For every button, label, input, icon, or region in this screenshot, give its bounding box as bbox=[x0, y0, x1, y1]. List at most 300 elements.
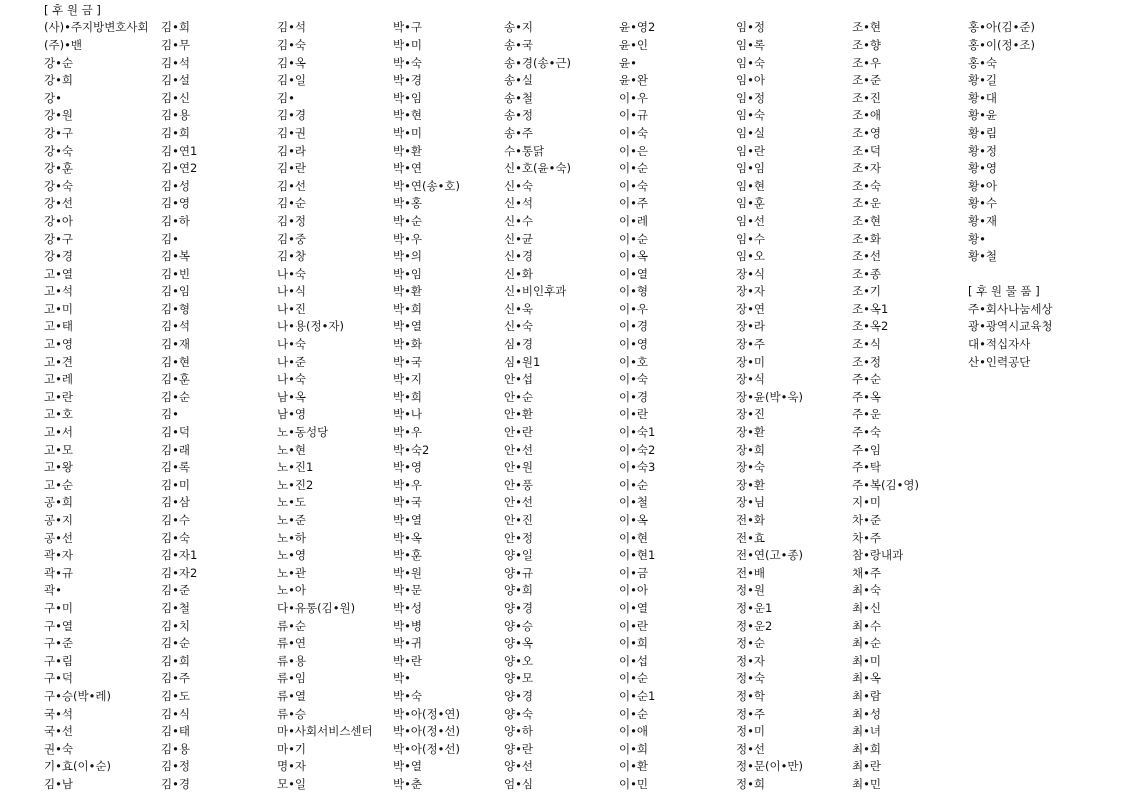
donor-name: 이•애 bbox=[619, 724, 649, 739]
donor-name: 전•효 bbox=[736, 530, 766, 545]
donor-name: 장•님 bbox=[736, 495, 766, 510]
donor-name: 조•덕 bbox=[852, 143, 882, 158]
donor-name: 박•희 bbox=[393, 389, 423, 404]
donor-name: 조•애 bbox=[852, 108, 882, 123]
donor-name: 윤• bbox=[619, 55, 637, 70]
donor-name: 박•임 bbox=[393, 266, 423, 281]
donor-name: 공•선 bbox=[44, 530, 74, 545]
donor-name: 이•열 bbox=[619, 266, 649, 281]
donor-name: 박•환 bbox=[393, 284, 423, 299]
donor-name: 양•하 bbox=[504, 724, 534, 739]
donor-name: 김•석 bbox=[277, 20, 307, 35]
donor-name: 김•복 bbox=[161, 249, 191, 264]
donor-name: 김•용 bbox=[161, 108, 191, 123]
donor-name: 이•우 bbox=[619, 301, 649, 316]
donor-name: 조•운 bbox=[852, 196, 882, 211]
donor-name: 임•현 bbox=[736, 178, 766, 193]
donor-name: 나•식 bbox=[277, 284, 307, 299]
donor-name: 황•림 bbox=[968, 125, 998, 140]
donor-name: 김•수 bbox=[161, 513, 191, 528]
donor-name: 박•성 bbox=[393, 600, 423, 615]
donor-name: 구•준 bbox=[44, 636, 74, 651]
donor-name: 김• bbox=[161, 231, 179, 246]
donor-name: 구•열 bbox=[44, 618, 74, 633]
donor-name: 홍•아(김•준) bbox=[968, 20, 1035, 35]
donor-name: 김• bbox=[277, 90, 295, 105]
donor-name: 송•경(송•근) bbox=[504, 55, 571, 70]
donor-name: 김•순 bbox=[277, 196, 307, 211]
donor-name: 남•옥 bbox=[277, 389, 307, 404]
donor-column-5 bbox=[504, 19, 571, 793]
donor-name: 김•주 bbox=[161, 671, 191, 686]
donor-name: 강• bbox=[44, 90, 62, 105]
donor-name: 임•란 bbox=[736, 143, 766, 158]
donor-name: 고•견 bbox=[44, 354, 74, 369]
donor-name: 이•숙 bbox=[619, 178, 649, 193]
donor-name: 노•준 bbox=[277, 513, 307, 528]
donor-column-4 bbox=[393, 19, 460, 793]
donor-name: 임•실 bbox=[736, 125, 766, 140]
donor-name: 고•석 bbox=[44, 284, 74, 299]
donor-name: 이•금 bbox=[619, 565, 649, 580]
donor-name: 이•규 bbox=[619, 108, 649, 123]
donor-name: 최•람 bbox=[852, 688, 882, 703]
donor-name: 김•정 bbox=[277, 213, 307, 228]
donor-name: 김•하 bbox=[161, 213, 191, 228]
donor-name: 이•희 bbox=[619, 741, 649, 756]
donor-column-3 bbox=[277, 19, 373, 793]
donor-name: 조•기 bbox=[852, 284, 882, 299]
donor-name: 송•정 bbox=[504, 108, 534, 123]
donor-name: 조•진 bbox=[852, 90, 882, 105]
donor-name: 조•옥1 bbox=[852, 301, 889, 316]
donor-name: 명•자 bbox=[277, 759, 307, 774]
donor-name: 김•희 bbox=[161, 125, 191, 140]
donor-name: 김•재 bbox=[161, 337, 191, 352]
donor-name: 박•열 bbox=[393, 319, 423, 334]
donor-name: 송•주 bbox=[504, 125, 534, 140]
donor-name: 박•임 bbox=[393, 90, 423, 105]
donor-name: 정•운2 bbox=[736, 618, 773, 633]
donor-name: 박•아(정•연) bbox=[393, 706, 460, 721]
donor-name: 안•원 bbox=[504, 460, 534, 475]
donor-name: 임•정 bbox=[736, 20, 766, 35]
donor-name: 정•숙 bbox=[736, 671, 766, 686]
donor-name: 이•환 bbox=[619, 759, 649, 774]
donor-name: 안•환 bbox=[504, 407, 534, 422]
donor-name: 황•길 bbox=[968, 73, 998, 88]
donor-name: 주•임 bbox=[852, 442, 882, 457]
donor-name: 김•창 bbox=[277, 249, 307, 264]
donor-name: 김•권 bbox=[277, 125, 307, 140]
donor-name: 임•선 bbox=[736, 213, 766, 228]
donor-name: 국•선 bbox=[44, 724, 74, 739]
donor-name: 참•랑내과 bbox=[852, 548, 904, 563]
donor-name: 류•승 bbox=[277, 706, 307, 721]
donor-name: 공•희 bbox=[44, 495, 74, 510]
donor-name: 최•숙 bbox=[852, 583, 882, 598]
donor-name: 조•선 bbox=[852, 249, 882, 264]
donor-name: 이•순 bbox=[619, 706, 649, 721]
donor-name: 노•아 bbox=[277, 583, 307, 598]
donor-name: 조•옥2 bbox=[852, 319, 889, 334]
donor-name: 장•라 bbox=[736, 319, 766, 334]
donor-name: 조•현 bbox=[852, 20, 882, 35]
donor-name: 이•영 bbox=[619, 337, 649, 352]
donor-name: 박•구 bbox=[393, 20, 423, 35]
donor-name: 양•일 bbox=[504, 548, 534, 563]
donor-name: 곽• bbox=[44, 583, 62, 598]
donor-name: 김•연2 bbox=[161, 161, 198, 176]
donor-name: 정•자 bbox=[736, 653, 766, 668]
donor-name: 황•윤 bbox=[968, 108, 998, 123]
donor-name: 김•래 bbox=[161, 442, 191, 457]
donor-name: 노•진2 bbox=[277, 477, 314, 492]
donor-name: 신•경 bbox=[504, 249, 534, 264]
donor-name: 나•숙 bbox=[277, 337, 307, 352]
donor-name: (사)•주지방변호사회 bbox=[44, 20, 149, 35]
donor-name: 신•욱 bbox=[504, 301, 534, 316]
donor-name: 엄•심 bbox=[504, 776, 534, 791]
donor-name: 김•록 bbox=[161, 460, 191, 475]
donor-name: 이•순 bbox=[619, 161, 649, 176]
donor-name: 이•아 bbox=[619, 583, 649, 598]
donor-column-8 bbox=[852, 19, 919, 793]
donor-name: 송•실 bbox=[504, 73, 534, 88]
donor-name: 김•선 bbox=[277, 178, 307, 193]
donor-name: 최•미 bbox=[852, 653, 882, 668]
donor-name: 장•윤(박•욱) bbox=[736, 389, 803, 404]
donor-name: 김•식 bbox=[161, 706, 191, 721]
donor-name: 최•녀 bbox=[852, 724, 882, 739]
donor-column-9 bbox=[968, 19, 1053, 371]
donor-name: 전•화 bbox=[736, 513, 766, 528]
donor-name: 임•정 bbox=[736, 90, 766, 105]
donor-name: 노•현 bbox=[277, 442, 307, 457]
donor-name: 고•왕 bbox=[44, 460, 74, 475]
donor-name: 박•열 bbox=[393, 759, 423, 774]
donor-name: 기•효(이•순) bbox=[44, 759, 111, 774]
donor-name: 나•진 bbox=[277, 301, 307, 316]
donor-name: 김•순 bbox=[161, 389, 191, 404]
donor-name: 심•경 bbox=[504, 337, 534, 352]
blank-row bbox=[968, 266, 1053, 284]
donor-name: 양•선 bbox=[504, 759, 534, 774]
donor-name: 송•국 bbox=[504, 37, 534, 52]
donor-name: 정•선 bbox=[736, 741, 766, 756]
donor-name: 양•옥 bbox=[504, 636, 534, 651]
donor-name: 고•미 bbox=[44, 301, 74, 316]
donor-name: 장•희 bbox=[736, 442, 766, 457]
donor-name: 채•주 bbox=[852, 565, 882, 580]
donor-name: 김•성 bbox=[161, 178, 191, 193]
donor-name: 주•숙 bbox=[852, 425, 882, 440]
donor-name: 양•숙 bbox=[504, 706, 534, 721]
donor-name: 김•자1 bbox=[161, 548, 198, 563]
donor-name: 고•순 bbox=[44, 477, 74, 492]
donor-name: 류•열 bbox=[277, 688, 307, 703]
donor-name: 김•용 bbox=[161, 741, 191, 756]
donor-name: 나•숙 bbox=[277, 266, 307, 281]
donor-name: 김•신 bbox=[161, 90, 191, 105]
donor-name: 박•연(송•호) bbox=[393, 178, 460, 193]
donor-name: 안•섭 bbox=[504, 372, 534, 387]
donor-name: 이•숙 bbox=[619, 372, 649, 387]
donor-name: 박•열 bbox=[393, 513, 423, 528]
donor-name: (주)•밴 bbox=[44, 37, 82, 52]
donor-name: 모•일 bbox=[277, 776, 307, 791]
donor-name: 조•숙 bbox=[852, 178, 882, 193]
donor-name: 조•화 bbox=[852, 231, 882, 246]
donor-name: 정•미 bbox=[736, 724, 766, 739]
donor-name: 김•숙 bbox=[277, 37, 307, 52]
donor-name: 주•옥 bbox=[852, 389, 882, 404]
donor-name: 조•식 bbox=[852, 337, 882, 352]
donor-name: 양•희 bbox=[504, 583, 534, 598]
donor-name: 장•환 bbox=[736, 477, 766, 492]
donor-name: 임•훈 bbox=[736, 196, 766, 211]
donor-name: 고•서 bbox=[44, 425, 74, 440]
donor-name: 김•삼 bbox=[161, 495, 191, 510]
donor-name: 임•숙 bbox=[736, 55, 766, 70]
donor-name: 김•란 bbox=[277, 161, 307, 176]
donor-name: 김•일 bbox=[277, 73, 307, 88]
donor-name: 박•나 bbox=[393, 407, 423, 422]
donor-name: 구•림 bbox=[44, 653, 74, 668]
donor-name: 조•우 bbox=[852, 55, 882, 70]
donor-name: 김•미 bbox=[161, 477, 191, 492]
donor-name: 이•레 bbox=[619, 213, 649, 228]
donor-name: 이•철 bbox=[619, 495, 649, 510]
donor-name: 조•자 bbox=[852, 161, 882, 176]
donor-name: 박•문 bbox=[393, 583, 423, 598]
donor-name: 박•현 bbox=[393, 108, 423, 123]
donor-name: 박•란 bbox=[393, 653, 423, 668]
donor-name: 강•구 bbox=[44, 231, 74, 246]
donor-name: 류•연 bbox=[277, 636, 307, 651]
donor-name: 다•유통(김•원) bbox=[277, 600, 356, 615]
donor-name: 이•현1 bbox=[619, 548, 656, 563]
donor-name: 윤•인 bbox=[619, 37, 649, 52]
donor-name: 김•옥 bbox=[277, 55, 307, 70]
donor-name: 이•숙2 bbox=[619, 442, 656, 457]
donor-name: 강•원 bbox=[44, 108, 74, 123]
donor-name: 양•란 bbox=[504, 741, 534, 756]
donor-name: 박•의 bbox=[393, 249, 423, 264]
donor-name: 양•경 bbox=[504, 600, 534, 615]
donor-name: 류•순 bbox=[277, 618, 307, 633]
donor-name: 박•아(정•선) bbox=[393, 724, 460, 739]
donor-name: 황•재 bbox=[968, 213, 998, 228]
donor-name: 강•희 bbox=[44, 73, 74, 88]
donor-name: 김•도 bbox=[161, 688, 191, 703]
donor-name: 김•숙 bbox=[161, 530, 191, 545]
donor-name: 박•우 bbox=[393, 425, 423, 440]
donor-name: 신•석 bbox=[504, 196, 534, 211]
donor-name: 주•탁 bbox=[852, 460, 882, 475]
donor-name: 박•훈 bbox=[393, 548, 423, 563]
donor-name: 신•숙 bbox=[504, 319, 534, 334]
donor-name: 정•주 bbox=[736, 706, 766, 721]
donor-name: 강•구 bbox=[44, 125, 74, 140]
donor-name: 양•승 bbox=[504, 618, 534, 633]
donor-name: 주•운 bbox=[852, 407, 882, 422]
donor-name: 김•정 bbox=[161, 759, 191, 774]
donor-name: 이•형 bbox=[619, 284, 649, 299]
donor-name: 이•옥 bbox=[619, 513, 649, 528]
donor-name: 홍•숙 bbox=[968, 55, 998, 70]
donor-name: 심•원1 bbox=[504, 354, 541, 369]
donor-name: 정•희 bbox=[736, 776, 766, 791]
donor-name: 이•희 bbox=[619, 636, 649, 651]
donor-name: 조•준 bbox=[852, 73, 882, 88]
donor-name: 장•식 bbox=[736, 372, 766, 387]
donor-name: 고•열 bbox=[44, 266, 74, 281]
donor-name: 최•순 bbox=[852, 636, 882, 651]
donor-name: 황• bbox=[968, 231, 986, 246]
donor-name: 안•풍 bbox=[504, 477, 534, 492]
donor-name: 마•기 bbox=[277, 741, 307, 756]
donor-name: 장•환 bbox=[736, 425, 766, 440]
donor-name: 신•비인후과 bbox=[504, 284, 567, 299]
donor-name: 전•배 bbox=[736, 565, 766, 580]
donor-name: 김•영 bbox=[161, 196, 191, 211]
donor-name: 안•순 bbox=[504, 389, 534, 404]
donor-name: 고•호 bbox=[44, 407, 74, 422]
donor-name: 최•옥 bbox=[852, 671, 882, 686]
donor-name: 이•순 bbox=[619, 231, 649, 246]
donor-name: 이•란 bbox=[619, 618, 649, 633]
donor-name: 이•순 bbox=[619, 671, 649, 686]
heading-donations: [ 후 원 금 ] bbox=[44, 3, 101, 17]
donor-name: 이•경 bbox=[619, 319, 649, 334]
donor-name: 김•경 bbox=[161, 776, 191, 791]
donor-name: 윤•완 bbox=[619, 73, 649, 88]
donor-name: 이•란 bbox=[619, 407, 649, 422]
donor-name: 이•옥 bbox=[619, 249, 649, 264]
donor-name: 마•사회서비스센터 bbox=[277, 724, 373, 739]
donor-name: 김•준 bbox=[161, 583, 191, 598]
donor-name: 박•옥 bbox=[393, 530, 423, 545]
donor-name: 박•아(정•선) bbox=[393, 741, 460, 756]
donor-name: 김•덕 bbox=[161, 425, 191, 440]
donor-name: 박•홍 bbox=[393, 196, 423, 211]
donor-name: 김•형 bbox=[161, 301, 191, 316]
donor-name: 이•숙 bbox=[619, 125, 649, 140]
donor-name: 박•숙 bbox=[393, 55, 423, 70]
donor-name: 안•선 bbox=[504, 442, 534, 457]
donor-name: 김•석 bbox=[161, 55, 191, 70]
donor-name: 신•호(윤•숙) bbox=[504, 161, 571, 176]
donor-name: 박•숙2 bbox=[393, 442, 430, 457]
donor-name: 임•록 bbox=[736, 37, 766, 52]
donor-name: 이•호 bbox=[619, 354, 649, 369]
donor-name: 차•주 bbox=[852, 530, 882, 545]
donor-name: 황•철 bbox=[968, 249, 998, 264]
donor-name: 조•정 bbox=[852, 354, 882, 369]
donor-name: 이•주 bbox=[619, 196, 649, 211]
donor-name: 김•연1 bbox=[161, 143, 198, 158]
donor-name: 김•석 bbox=[161, 319, 191, 334]
donor-name: 노•동성당 bbox=[277, 425, 329, 440]
heading-donated-goods: [ 후 원 물 품 ] bbox=[968, 284, 1040, 299]
donor-name: 구•승(박•레) bbox=[44, 688, 111, 703]
donor-name: 조•영 bbox=[852, 125, 882, 140]
donor-name: 박•국 bbox=[393, 495, 423, 510]
donor-name: 임•숙 bbox=[736, 108, 766, 123]
donor-name: 나•숙 bbox=[277, 372, 307, 387]
donor-name: 정•원 bbox=[736, 583, 766, 598]
donor-name: 곽•규 bbox=[44, 565, 74, 580]
donor-name: 김•남 bbox=[44, 776, 74, 791]
donor-name: 류•용 bbox=[277, 653, 307, 668]
donor-name: 박•희 bbox=[393, 301, 423, 316]
donor-name: 김•자2 bbox=[161, 565, 198, 580]
donor-name: 주•회사나눔세상 bbox=[968, 301, 1053, 316]
donor-name: 장•주 bbox=[736, 337, 766, 352]
donor-name: 박•국 bbox=[393, 354, 423, 369]
donor-name: 홍•이(정•조) bbox=[968, 37, 1035, 52]
donor-name: 박•화 bbox=[393, 337, 423, 352]
donor-name: 장•숙 bbox=[736, 460, 766, 475]
donor-name: 박•우 bbox=[393, 477, 423, 492]
donor-name: 산•인력공단 bbox=[968, 354, 1031, 369]
donor-name: 임•오 bbox=[736, 249, 766, 264]
donor-name: 안•란 bbox=[504, 425, 534, 440]
donor-name: 구•덕 bbox=[44, 671, 74, 686]
donor-name: 나•용(정•자) bbox=[277, 319, 344, 334]
donor-name: 광•광역시교육청 bbox=[968, 319, 1053, 334]
donor-name: 김•훈 bbox=[161, 372, 191, 387]
donor-name: 남•영 bbox=[277, 407, 307, 422]
donor-name: 장•미 bbox=[736, 354, 766, 369]
donor-name: 장•식 bbox=[736, 266, 766, 281]
donor-name: 이•열 bbox=[619, 600, 649, 615]
donor-name: 정•문(이•만) bbox=[736, 759, 803, 774]
donor-name: 양•규 bbox=[504, 565, 534, 580]
donor-name: 고•태 bbox=[44, 319, 74, 334]
donor-name: 김•라 bbox=[277, 143, 307, 158]
donor-name: 양•모 bbox=[504, 671, 534, 686]
donor-column-6 bbox=[619, 19, 655, 793]
donor-name: 강•순 bbox=[44, 55, 74, 70]
donor-name: 박•미 bbox=[393, 125, 423, 140]
donor-name: 박•병 bbox=[393, 618, 423, 633]
donor-name: 노•하 bbox=[277, 530, 307, 545]
donor-name: 정•운1 bbox=[736, 600, 773, 615]
donor-name: 강•경 bbox=[44, 249, 74, 264]
donor-name: 김•현 bbox=[161, 354, 191, 369]
donor-name: 강•선 bbox=[44, 196, 74, 211]
donor-name: 최•민 bbox=[852, 776, 882, 791]
donor-name: 송•철 bbox=[504, 90, 534, 105]
donor-name: 박•영 bbox=[393, 460, 423, 475]
donor-name: 노•진1 bbox=[277, 460, 314, 475]
donor-name: 정•순 bbox=[736, 636, 766, 651]
donor-name: 신•수 bbox=[504, 213, 534, 228]
donor-name: 이•숙3 bbox=[619, 460, 656, 475]
donor-name: 김•경 bbox=[277, 108, 307, 123]
donor-name: 황•영 bbox=[968, 161, 998, 176]
donor-name: 김•순 bbox=[161, 636, 191, 651]
donor-name: 박•연 bbox=[393, 161, 423, 176]
donor-name: 양•오 bbox=[504, 653, 534, 668]
donor-name: 박•미 bbox=[393, 37, 423, 52]
donor-name: 신•화 bbox=[504, 266, 534, 281]
donor-name: 장•자 bbox=[736, 284, 766, 299]
donor-name: 주•복(김•영) bbox=[852, 477, 919, 492]
donor-name: 지•미 bbox=[852, 495, 882, 510]
